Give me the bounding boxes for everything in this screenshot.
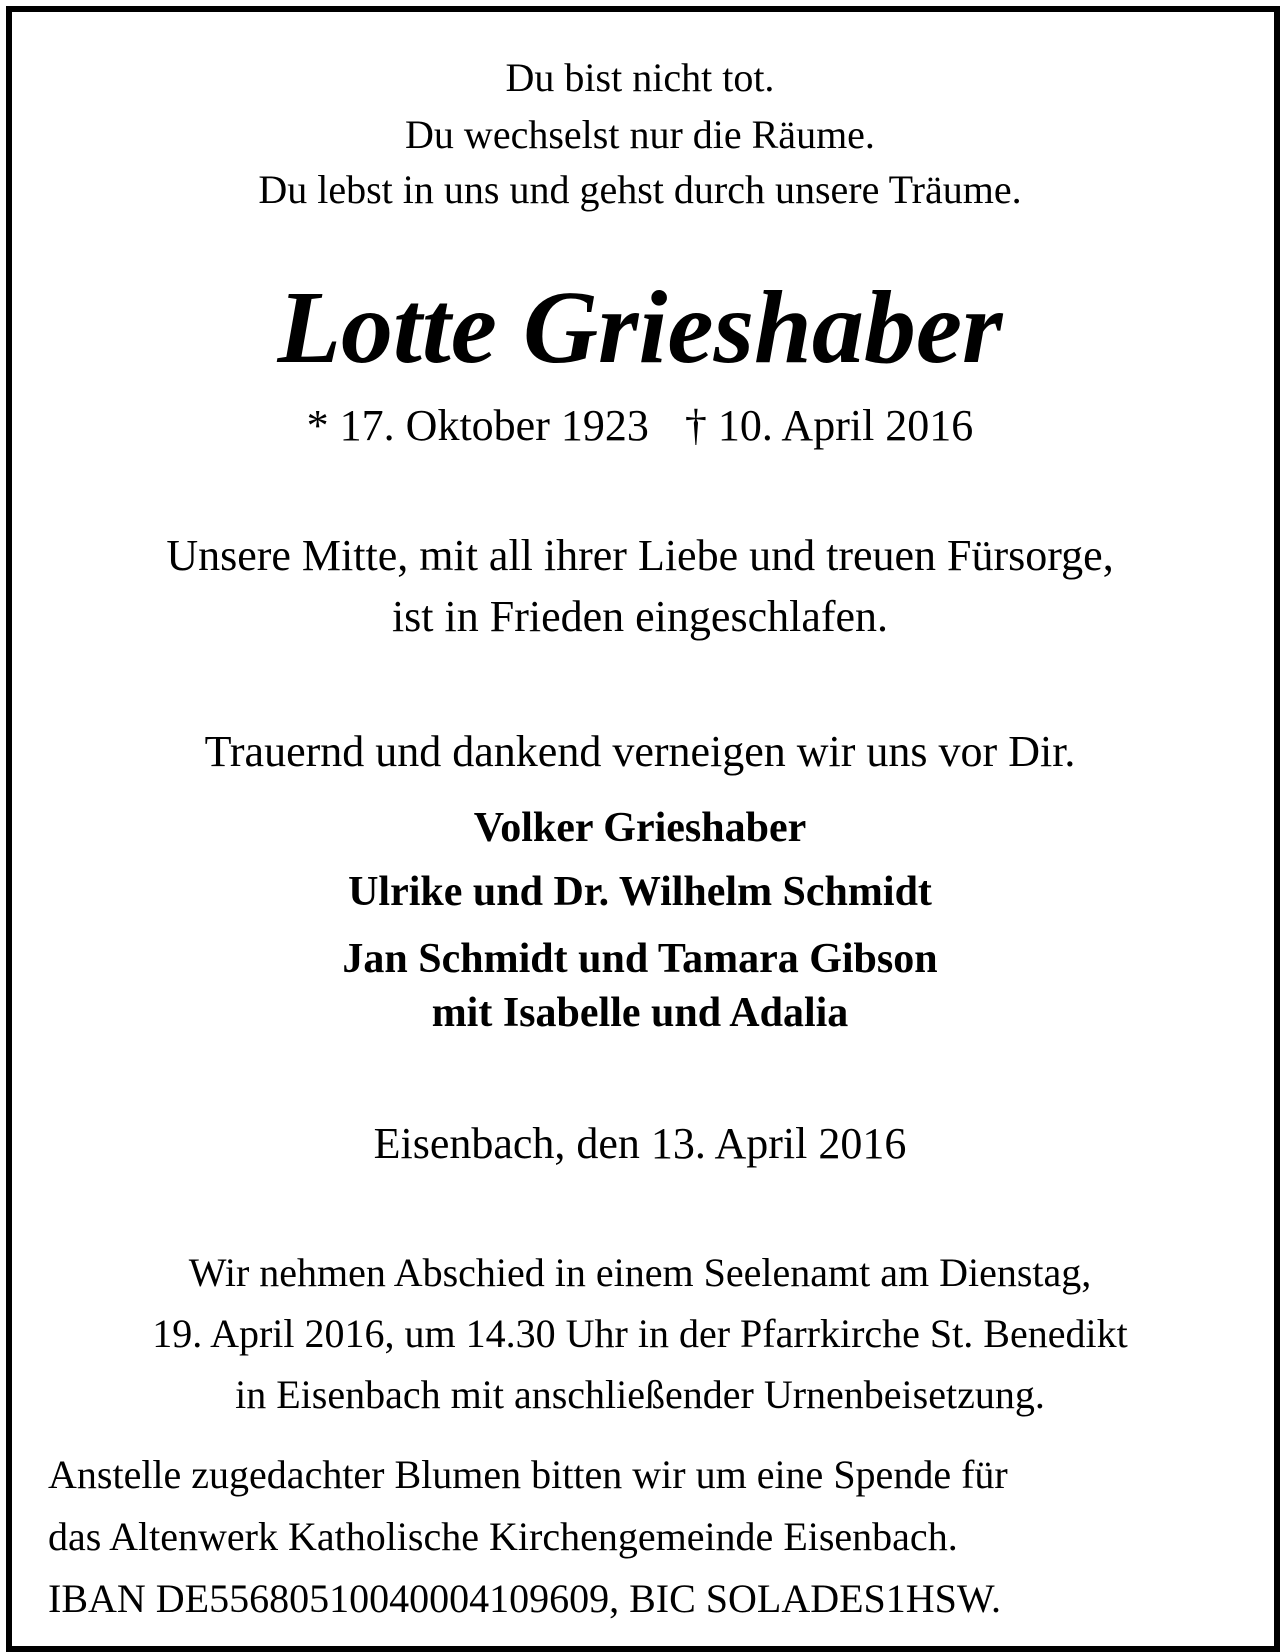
death-date: † 10. April 2016 (684, 401, 974, 450)
birth-date: * 17. Oktober 1923 (306, 401, 649, 450)
verse-line-3: Du lebst in uns und gehst durch unsere Träume. (258, 167, 1022, 212)
donation-line-1: Anstelle zugedachter Blumen bitten wir um eine Spende für (48, 1452, 1008, 1497)
family-line-2: Ulrike und Dr. Wilhelm Schmidt (348, 869, 932, 915)
life-dates (0, 401, 1280, 450)
service-line-2: 19. April 2016, um 14.30 Uhr in der Pfarrkirche St. Benedikt (152, 1311, 1128, 1356)
place-date: Eisenbach, den 13. April 2016 (373, 1119, 907, 1168)
family-line-4: mit Isabelle und Adalia (431, 990, 849, 1036)
family-line-1: Volker Grieshaber (473, 805, 807, 851)
mourning-line: Trauernd und dankend verneigen wir uns vor Dir. (204, 727, 1076, 776)
verse-line-2: Du wechselst nur die Räume. (405, 112, 875, 157)
service-line-1: Wir nehmen Abschied in einem Seelenamt am Dienstag, (188, 1250, 1092, 1295)
service-line-3: in Eisenbach mit anschließender Urnenbeisetzung. (235, 1372, 1045, 1417)
message-line-1: Unsere Mitte, mit all ihrer Liebe und treuen Fürsorge, (166, 531, 1114, 580)
message-line-2: ist in Frieden eingeschlafen. (391, 592, 889, 641)
deceased-name: Lotte Grieshaber (277, 270, 1003, 385)
donation-line-3: IBAN DE55680510040004109609, BIC SOLADES1HSW. (48, 1576, 1002, 1621)
donation-line-2: das Altenwerk Katholische Kirchengemeinde Eisenbach. (48, 1514, 958, 1559)
family-line-3: Jan Schmidt und Tamara Gibson (342, 936, 938, 982)
verse-line-1: Du bist nicht tot. (505, 55, 775, 100)
